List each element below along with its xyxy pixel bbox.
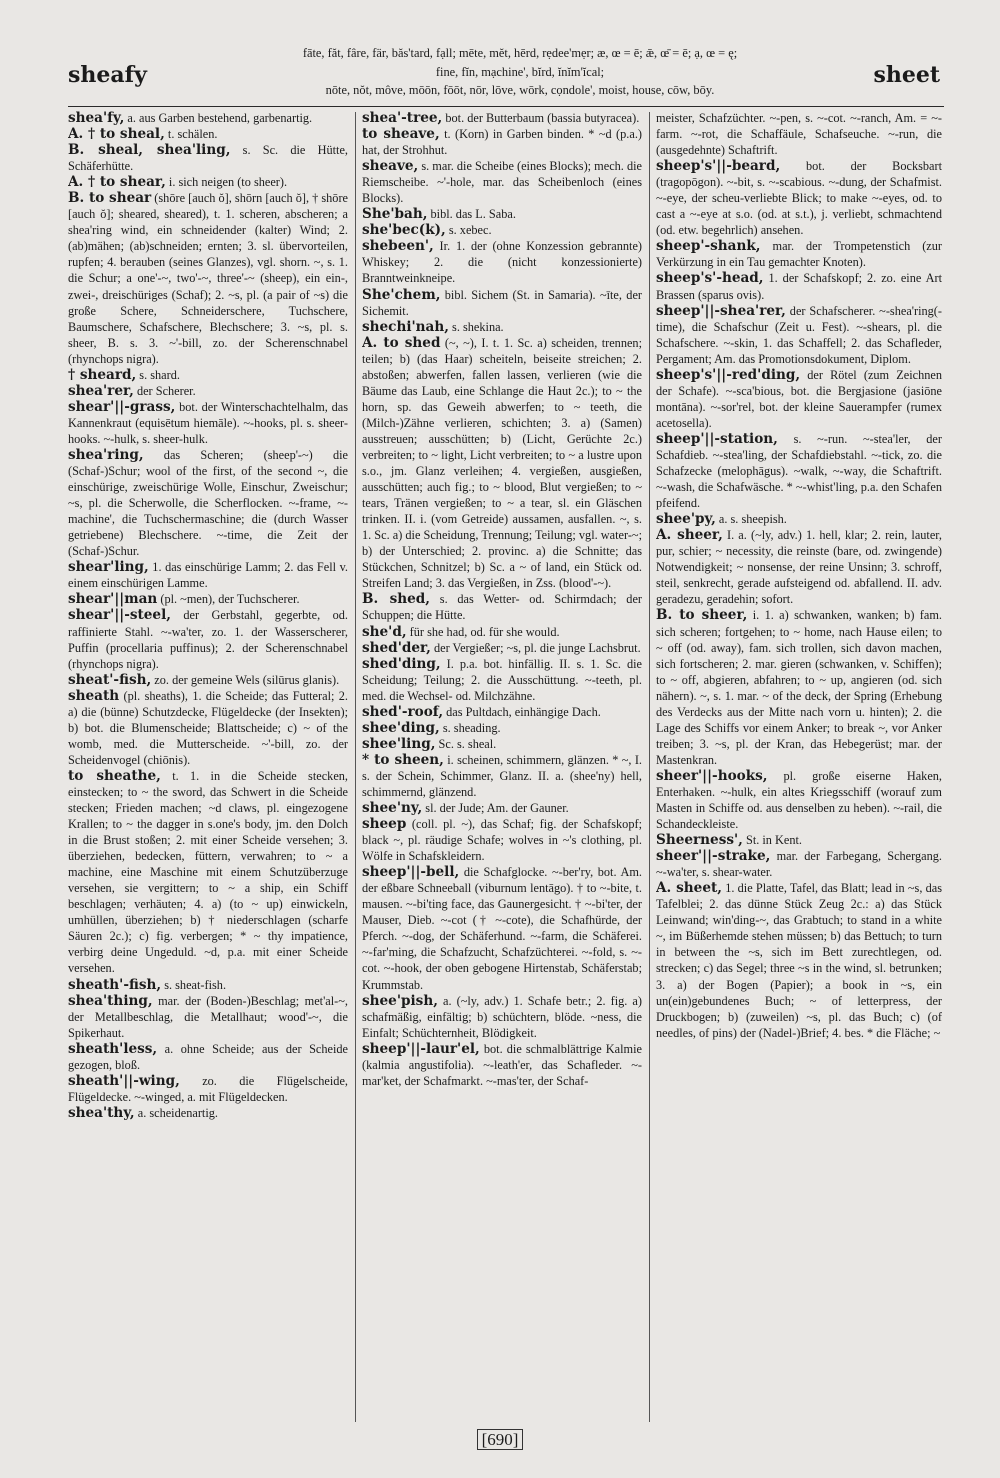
entry-headword: Sheerness', bbox=[656, 832, 743, 849]
entry-definition: (~, ~), I. t. 1. Sc. a) scheiden, trennen; teilen; b) (das Haar) scheiteln, beiseite streichen; 2. abstoßen; abwerfen, fallen lassen, verlieren (wie die Bäume das Laub, eine Schlange die Haut 2c.); to ~ the horn, sp. das Geweih abwerfen; to ~ teeth, die (Milch-)Zähne verlieren, schichten; 3. a) (Samen) ausstreuen; ausschütten; b) (Licht, Gerüchte 2c.) verbreiten; to ~ light, Licht verbreiten; to ~ a lustre upon s.o., jm. Glanz verleihen; 4. vergießen, ausgießen, ausschütten; auch fig.; to ~ blood, Blut vergießen; to ~ tears, Tränen vergießen; to ~ a tear, sl. ein Gläschen trinken. II. i. (vom Getreide) aussamen, ausfallen. ~, s. 1. Sc. a) die Scheidung, Trennung; Teilung; vgl. water-~; b) der Unterschied; 2. provinc. a) die Schnitte; das Stückchen, Schnitzel; b) Sc. a ~ of land, ein Stück od. Streifen Land; 3. das Vergießen, in Zss. (blood'-~). bbox=[362, 335, 642, 591]
entry-headword: A. † to sheal, bbox=[68, 126, 165, 143]
dictionary-entry bbox=[656, 431, 942, 511]
entry-headword: sheep's'||-red'ding, bbox=[656, 366, 801, 383]
dictionary-entry bbox=[362, 287, 642, 319]
entry-headword: sheer'||-strake, bbox=[656, 848, 771, 865]
entry-definition: meister, Schafzüchter. ~-pen, s. ~-cot. ~-ranch, Am. = ~-farm. ~-rot, die Schaffäule, Schafseuche. ~-run, die (ausgedehnte) Schaftrift. bbox=[656, 111, 942, 158]
dictionary-entry bbox=[362, 110, 642, 126]
entry-headword: shed'ding, bbox=[362, 655, 441, 672]
dictionary-entry bbox=[362, 752, 642, 800]
dictionary-entry bbox=[362, 816, 642, 864]
dictionary-entry bbox=[68, 126, 348, 142]
dictionary-entry bbox=[362, 720, 642, 736]
entry-headword: shea'thing, bbox=[68, 992, 153, 1009]
entry-headword: shebeen', bbox=[362, 238, 434, 255]
entry-definition: der Gerbstahl, gegerbte, od. raffinierte Stahl. ~-wa'ter, zo. 1. der Wasserscherer, Puffin (procellaria puffinus); 2. der Scherenschnabel (rhynchops nigra). bbox=[68, 608, 348, 671]
entry-definition: mar. der (Boden-)Beschlag; met'al-~, der Metallbeschlag, die Metallhaut; wood'-~, die Spikerhaut. bbox=[68, 993, 348, 1040]
entry-headword: * to sheen, bbox=[362, 751, 444, 768]
entry-headword: A. † to shear, bbox=[68, 174, 166, 191]
entry-headword: A. to shed bbox=[362, 334, 441, 351]
entry-definition: der Vergießer; ~s, pl. die junge Lachsbrut. bbox=[430, 640, 641, 655]
entry-definition: a. ohne Scheide; aus der Scheide gezogen, bloß. bbox=[68, 1041, 348, 1072]
entry-definition: t. (Korn) in Garben binden. * ~d (p.a.) hat, der Strohhut. bbox=[362, 127, 642, 158]
entry-headword: B. to shear bbox=[68, 190, 152, 207]
dictionary-entry bbox=[68, 367, 348, 383]
entry-definition: bot. der Bocksbart (tragopōgon). ~-bit, s. ~-scabious. ~-dung, der Schafmist. ~-eye, der scheu-verliebte Blick; to make ~-eyes, od. to cast a ~-eye at s.o. (od. at s.t.), j. verliebt, schmachtend (od. etw. begehrlich) ansehen. bbox=[656, 159, 942, 238]
dictionary-entry bbox=[68, 1073, 348, 1105]
page-header bbox=[60, 44, 940, 104]
left-running-headword: sheafy bbox=[68, 62, 147, 88]
dictionary-entry bbox=[362, 335, 642, 592]
dictionary-entry bbox=[656, 238, 942, 270]
dictionary-entry bbox=[68, 1105, 348, 1121]
entry-definition: (coll. pl. ~), das Schaf; fig. der Schafskopf; black ~, pl. räudige Schafe; wolves in ~'s clothing, pl. Wölfe in Schafskleidern. bbox=[362, 817, 642, 864]
entry-definition: pl. große eiserne Haken, Enterhaken. ~-hulk, ein altes Kriegsschiff (worauf zum Masten in Schiffe od. aus denselben zu heben). ~-rail, die Schandeckleiste. bbox=[656, 768, 942, 832]
dictionary-entry bbox=[68, 1041, 348, 1073]
dictionary-entry bbox=[362, 993, 642, 1041]
entry-headword: to sheave, bbox=[362, 126, 440, 143]
entry-headword: shed'-roof, bbox=[362, 703, 444, 720]
entry-definition: s. shard. bbox=[136, 367, 180, 382]
entry-headword: sheer'||-hooks, bbox=[656, 767, 768, 784]
dictionary-entry bbox=[68, 142, 348, 174]
column-1 bbox=[68, 110, 348, 1420]
entry-headword: shee'pish, bbox=[362, 992, 438, 1009]
column-3 bbox=[656, 110, 942, 1420]
dictionary-entry bbox=[68, 559, 348, 591]
dictionary-entry bbox=[68, 190, 348, 367]
entry-definition: St. in Kent. bbox=[742, 833, 803, 848]
dictionary-entry bbox=[68, 383, 348, 399]
dictionary-entry bbox=[362, 704, 642, 720]
dictionary-entry bbox=[362, 206, 642, 222]
entry-headword: sheep'||-shea'rer, bbox=[656, 302, 786, 319]
entry-headword: she'bec(k), bbox=[362, 222, 446, 239]
entry-definition: mar. der Trompetenstich (zur Verkürzung in ein Tau gemachter Knoten). bbox=[656, 239, 942, 270]
entry-headword: B. shed, bbox=[362, 591, 431, 608]
dictionary-entry bbox=[656, 303, 942, 367]
entry-headword: sheath'-fish, bbox=[68, 976, 162, 993]
dictionary-entry bbox=[656, 527, 942, 607]
entry-headword: she'd, bbox=[362, 623, 407, 640]
entry-headword: † sheard, bbox=[68, 366, 137, 383]
dictionary-entry bbox=[68, 591, 348, 607]
entry-headword: shee'ling, bbox=[362, 735, 436, 752]
dictionary-entry bbox=[362, 624, 642, 640]
dictionary-entry bbox=[362, 591, 642, 623]
entry-definition: s. sheading. bbox=[439, 720, 501, 735]
entry-headword: shee'ding, bbox=[362, 719, 440, 736]
entry-headword: shea'rer, bbox=[68, 382, 134, 399]
dictionary-entry bbox=[68, 977, 348, 993]
entry-definition: t. 1. in die Scheide stecken, einstecken; to ~ the sword, das Schwert in die Scheide stecken; Frieden machen; ~d claws, pl. eingezogene Krallen; to ~ the dagger in s.one's body, jm. den Dolch in die Brust stoßen; 2. mit einer Scheide versehen; 3. überziehen, bedecken, füttern, verwahren; to ~ a machine, eine Maschine mit einem Schutzüberzuge versehen, sie vergittern; to ~ a ship, ein Schiff beschlagen; verhäuten; 4. a) (to ~ up) einwickeln, umhüllen, überziehen; b) † niederschlagen (scharfe Säuren 2c.); c) fig. verbergen; * ~ thy impatience, verbirg deine Ungeduld. ~d, p.a. mit einer Scheide versehen. bbox=[68, 768, 348, 976]
header-rule bbox=[68, 106, 944, 107]
entry-headword: shed'der, bbox=[362, 639, 431, 656]
entry-headword: sheep's'||-beard, bbox=[656, 158, 781, 175]
entry-definition: zo. der gemeine Wels (silūrus glanis). bbox=[151, 672, 340, 687]
entry-definition: der Schafscherer. ~-shea'ring(-time), die Schafschur (Zeit u. Fest). ~-shears, pl. die Schafschere. ~-skin, 1. das Schaffell; 2. das Schafleder, Pergament; Am. das Promotionsdokument, Diplom. bbox=[656, 303, 942, 366]
dictionary-entry bbox=[362, 864, 642, 992]
entry-definition: I. p.a. bot. hinfällig. II. s. 1. Sc. die Scheidung; Teilung; 2. die Ausschüttung. ~-teeth, pl. med. die Wechsel- od. Milchzähne. bbox=[362, 656, 642, 703]
entry-definition: für she had, od. für she would. bbox=[406, 624, 560, 639]
dictionary-entry bbox=[362, 319, 642, 335]
entry-definition: s. Sc. die Hütte, Schäferhütte. bbox=[68, 143, 348, 174]
entry-headword: B. to sheer, bbox=[656, 607, 748, 624]
entry-definition: a. scheidenartig. bbox=[134, 1105, 218, 1120]
entry-headword: shear'||man bbox=[68, 591, 158, 608]
dictionary-entry bbox=[68, 672, 348, 688]
pronunciation-key bbox=[210, 44, 830, 100]
entry-definition: i. 1. a) schwanken, wanken; b) fam. sich scheren; fortgehen; to ~ home, nach Hause eilen; to ~ off (od. away), fam. sich trollen, sich davon machen, sich fortscheren; 2. mar. gieren (schwanken, v. Schiffen); to ~ off, abgieren, abfahren; to ~ up, angieren (od. sich nähern). ~, s. 1. mar. ~ of the deck, der Spring (Erhebung des Verdecks aus der Mitte nach vorn u. hinten); 2. die Lage des Schiffs vor einem Anker; to break ~, vor Anker treiben; 3. ~s, pl. der Kran, das Hebegerüst; mar. der Mastenkran. bbox=[656, 608, 942, 767]
entry-headword: to sheathe, bbox=[68, 767, 161, 784]
entry-definition: bibl. Sichem (St. in Samaria). ~īte, der Sichemit. bbox=[362, 287, 642, 318]
entry-headword: sheep bbox=[362, 816, 407, 833]
entry-definition: I. a. (~ly, adv.) 1. hell, klar; 2. rein, lauter, pur, schier; ~ necessity, die reinste (bare, od. zwingende) Notwendigkeit; ~ nonsense, der reine Unsinn; 3. schroff, steil, senkrecht, gerade aufsteigend od. abfallend. II. adv. geradezu, geradehin; sofort. bbox=[656, 528, 942, 607]
entry-headword: sheep'||-laur'el, bbox=[362, 1040, 480, 1057]
entry-definition: die Schafglocke. ~-ber'ry, bot. Am. der eßbare Schneeball (viburnum lentāgo). † to ~-bite, t. mausen. ~-bi'ting face, das Gaunergesicht. † ~-bi'ter, der Mauser, Dieb. ~-cot († ~-cote), die Schafhürde, der Pferch. ~-dog, der Schäferhund. ~-farm, die Schäferei. ~-far'ming, die Schafzucht, Schafzüchterei. ~-fold, s. ~-cot. ~-hook, der oben gebogene Hirtenstab, Schäferstab; Krummstab. bbox=[362, 865, 642, 992]
entry-headword: She'chem, bbox=[362, 286, 441, 303]
dictionary-entry bbox=[68, 399, 348, 447]
entry-definition: s. xebec. bbox=[445, 223, 492, 238]
pronunciation-key-line: fine, fĭn, mạchine', bĭrd, ĭnĭm'ĭcal; bbox=[435, 64, 605, 79]
entry-definition: (pl. sheaths), 1. die Scheide; das Futteral; 2. a) die (bünne) Schutzdecke, Flügeldecke (der Insekten); b) bot. die Blumenscheide; Blattscheide; c) ~ of the womb, med. die Mutterscheide. ~'-bill, zo. der Scheidenvogel (chiōnis). bbox=[68, 688, 348, 767]
pronunciation-key-line: nōte, nŏt, môve, mōōn, fōōt, nōr, lōve, wōrk, cọndole', moist, house, cōw, bōy. bbox=[325, 83, 715, 97]
entry-definition: Ir. 1. der (ohne Konzession gebrannte) Whiskey; 2. die (nicht konzessionierte) Branntweinkneipe. bbox=[362, 239, 642, 286]
dictionary-entry bbox=[362, 126, 642, 158]
entry-headword: A. sheer, bbox=[656, 527, 723, 544]
entry-headword: shear'||-grass, bbox=[68, 398, 176, 415]
dictionary-entry bbox=[656, 158, 942, 238]
entry-headword: sheat'-fish, bbox=[68, 671, 152, 688]
dictionary-entry bbox=[68, 607, 348, 671]
entry-definition: a. aus Garben bestehend, garbenartig. bbox=[124, 111, 313, 125]
entry-definition: s. das Wetter- od. Schirmdach; der Schuppen; die Hütte. bbox=[362, 592, 642, 623]
entry-definition: der Rötel (zum Zeichnen der Schafe). ~-sca'bious, bot. die Bergjasione (jasiōne montāna). ~-sor'rel, bot. der kleine Sauerampfer (rumex acetosella). bbox=[656, 367, 942, 430]
dictionary-entry bbox=[362, 1041, 642, 1089]
entry-definition: s. shekina. bbox=[448, 319, 504, 334]
entry-definition: sl. der Jude; Am. der Gauner. bbox=[422, 801, 569, 816]
page-number-label: [690] bbox=[477, 1429, 524, 1450]
page-number bbox=[0, 1430, 1000, 1450]
pronunciation-key-line: fāte, făt, fâre, fär, băs'tard, fạll; mēte, mĕt, hērd, rẹdee'mẹr; æ, œ = ē; ǣ, œ̄ = ē; ạ, œ = ę; bbox=[302, 46, 738, 60]
entry-definition: 1. die Platte, Tafel, das Blatt; lead in ~s, das Tafelblei; 2. das dünne Stück Zeug 2c.: a) das Stück Leinwand; win'ding-~, das Grabtuch; to stand in a white ~, im Büßerhemde stehen müssen; b) das Bettuch; to turn in between the ~s, sich im Bett zurechtlegen, od. strecken; c) das Segel; three ~s in the wind, sl. betrunken; 3. a) der Bogen (Papier); a book in ~s, ein un(ein)gebundenes Buch; ~ of letterpress, der Druckbogen; b) (zuweilen) ~s, pl. das Buch; c) (of needles, of pins) der (Nadel-)Brief; 4. bes. * die Fläche; ~ bbox=[656, 881, 942, 1040]
entry-headword: shea'-tree, bbox=[362, 110, 443, 126]
entry-definition: a. s. sheepish. bbox=[715, 512, 787, 527]
dictionary-entry bbox=[362, 800, 642, 816]
entry-definition: i. scheinen, schimmern, glänzen. * ~, I. s. der Schein, Schimmer, Glanz. II. a. (shee'ny) hell, schimmernd, glänzend. bbox=[362, 752, 642, 799]
dictionary-entry bbox=[362, 158, 642, 206]
dictionary-entry bbox=[68, 768, 348, 977]
entry-definition: mar. der Farbegang, Schergang. ~-wa'ter, s. shear-water. bbox=[656, 849, 942, 880]
entry-definition: (pl. ~men), der Tuchscherer. bbox=[157, 592, 300, 607]
entry-definition: bot. der Winterschachtelhalm, das Kannenkraut (equisētum hiemāle). ~-hooks, pl. s. sheer-hooks. ~-hulk, s. sheer-hulk. bbox=[68, 399, 348, 446]
entry-headword: sheep's'-head, bbox=[656, 270, 764, 287]
entry-headword: sheath'less, bbox=[68, 1040, 158, 1057]
right-running-headword: sheet bbox=[873, 62, 940, 88]
entry-headword: shear'||-steel, bbox=[68, 607, 171, 624]
dictionary-entry bbox=[68, 993, 348, 1041]
entry-headword: shear'ling, bbox=[68, 559, 149, 576]
entry-headword: sheep'-shank, bbox=[656, 238, 761, 255]
entry-definition: bibl. das L. Saba. bbox=[427, 207, 516, 222]
dictionary-entry bbox=[656, 270, 942, 302]
dictionary-entry bbox=[68, 174, 348, 190]
entry-definition: zo. die Flügelscheide, Flügeldecke. ~-winged, a. mit Flügeldecken. bbox=[68, 1073, 348, 1104]
entry-headword: sheath bbox=[68, 687, 120, 704]
dictionary-entry bbox=[68, 447, 348, 559]
entry-definition: 1. der Schafskopf; 2. zo. eine Art Brassen (sparus ovis). bbox=[656, 271, 942, 302]
entry-definition: s. sheat-fish. bbox=[161, 977, 227, 992]
dictionary-entry bbox=[656, 832, 942, 848]
entry-definition: bot. die schmalblättrige Kalmie (kalmia angustifolia). ~-leath'er, das Schafleder. ~-mar'ket, der Schafmarkt. ~-mas'ter, der Schaf- bbox=[362, 1041, 642, 1088]
dictionary-entry bbox=[362, 656, 642, 704]
dictionary-entry bbox=[656, 511, 942, 527]
dictionary-entry bbox=[68, 688, 348, 768]
entry-headword: shechi'nah, bbox=[362, 318, 449, 335]
dictionary-entry bbox=[362, 736, 642, 752]
entry-definition: 1. das einschürige Lamm; 2. das Fell v. einem einschürigen Lamme. bbox=[68, 560, 348, 591]
dictionary-entry bbox=[656, 607, 942, 767]
entry-headword: sheave, bbox=[362, 158, 419, 175]
dictionary-entry bbox=[362, 238, 642, 286]
entry-definition: bot. der Butterbaum (bassia butyracea). bbox=[442, 111, 640, 125]
entry-definition: i. sich neigen (to sheer). bbox=[165, 175, 288, 190]
dictionary-entry bbox=[362, 640, 642, 656]
entry-headword: shee'py, bbox=[656, 511, 716, 528]
dictionary-entry bbox=[362, 222, 642, 238]
entry-headword: shea'thy, bbox=[68, 1104, 135, 1121]
dictionary-entry bbox=[656, 880, 942, 1040]
entry-headword: sheep'||-station, bbox=[656, 430, 778, 447]
entry-definition: das Pultdach, einhängige Dach. bbox=[443, 704, 601, 719]
entry-definition: (shōre [auch ŏ], shōrn [auch ŏ], † shōre [auch ŏ]; sheared, sheared), t. 1. scheren, abscheren; a shea'ring wind, ein schneidender (kalter) Wind; 2. (ab)mähen; (ab)schneiden; ernten; 3. sl. übervorteilen, rupfen; 4. berauben (seines Glanzes), vgl. shorn. ~, s. 1. die Schur; a one'-~, two'-~, three'-~ (sheep), ein ein-, zwei-, dreischüriges (Schaf); 2. ~s, pl. (a pair of ~s) die große Schere, Schneiderschere, Tuchschere, Baumschere, Schafschere, Blechschere; 3. ~s, pl. s. sheer, B. s. 3. ~'-bill, zo. der Scherenschnabel (rhynchops nigra). bbox=[68, 191, 348, 366]
dictionary-entry bbox=[656, 110, 942, 158]
entry-headword: shea'ring, bbox=[68, 446, 144, 463]
entry-definition: a. (~ly, adv.) 1. Schafe betr.; 2. fig. a) schafmäßig, einfältig; b) schüchtern, blöde. ~ness, die Einfalt; Schüchternheit, Blödigkeit. bbox=[362, 993, 642, 1040]
dictionary-entry bbox=[656, 848, 942, 880]
entry-headword: shee'ny, bbox=[362, 800, 423, 817]
column-divider bbox=[355, 112, 356, 1422]
entry-definition: das Scheren; (sheep'-~) die (Schaf-)Schur; wool of the first, of the second ~, die einschürige, zweischürige Wolle, Einschur, Zweischur; ~s, pl. die Scherwolle, die Scherflocken. ~-frame, ~-machine', die Tuchschermaschine; die (durch Wasser getriebene) Blechschere. ~-time, die Zeit der (Schaf-)Schur. bbox=[68, 447, 348, 559]
dictionary-entry bbox=[656, 367, 942, 431]
entry-definition: s. ~-run. ~-stea'ler, der Schafdieb. ~-stea'ling, der Schafdiebstahl. ~-tick, zo. die Schafzecke (melophāgus). ~walk, ~-way, die Schaftrift. ~-wash, die Schafwäsche. * ~-whist'ling, p.a. den Schafen pfeifend. bbox=[656, 431, 942, 511]
entry-headword: shea'fy, bbox=[68, 110, 125, 126]
entry-headword: B. sheal, shea'ling, bbox=[68, 142, 231, 159]
entry-definition: Sc. s. sheal. bbox=[435, 736, 497, 751]
entry-headword: She'bah, bbox=[362, 206, 428, 223]
entry-definition: s. mar. die Scheibe (eines Blocks); mech. die Riemscheibe. ~'-hole, mar. das Scheibenloch (eines Blocks). bbox=[362, 159, 642, 206]
entry-definition: t. schälen. bbox=[164, 127, 218, 142]
dictionary-entry bbox=[68, 110, 348, 126]
entry-headword: A. sheet, bbox=[656, 880, 722, 897]
dictionary-entry bbox=[656, 768, 942, 832]
entry-headword: sheath'||-wing, bbox=[68, 1072, 180, 1089]
entry-headword: sheep'||-bell, bbox=[362, 864, 460, 881]
column-2 bbox=[362, 110, 642, 1420]
entry-definition: der Scherer. bbox=[133, 383, 196, 398]
column-divider bbox=[649, 112, 650, 1422]
